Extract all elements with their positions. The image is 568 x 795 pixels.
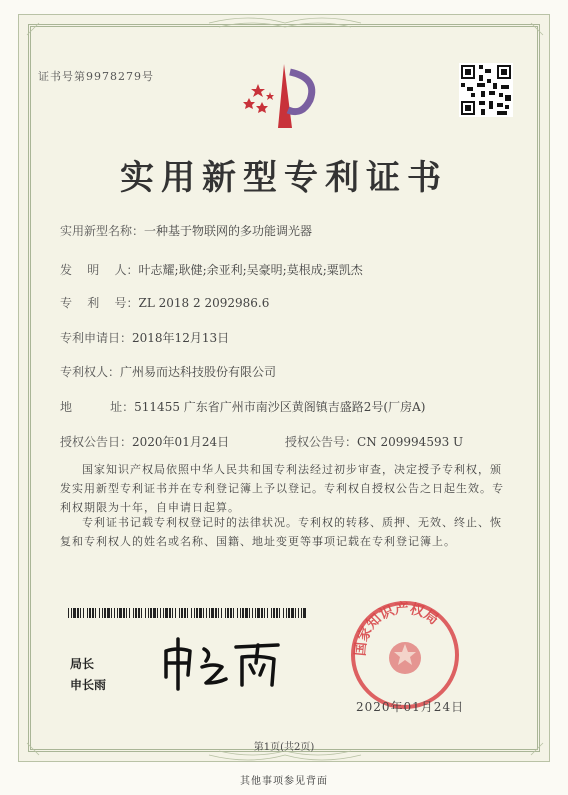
patentee-value: 广州易而达科技股份有限公司 bbox=[120, 365, 277, 379]
filing-date-value: 2018年12月13日 bbox=[132, 331, 230, 345]
patent-number-value: ZL 2018 2 2092986.6 bbox=[138, 296, 270, 310]
address-value: 511455 广东省广州市南沙区黄阁镇吉盛路2号(厂房A) bbox=[134, 400, 426, 414]
seal-date: 2020年01月24日 bbox=[356, 700, 465, 714]
utility-model-name-label: 实用新型名称： bbox=[60, 224, 145, 238]
cnipa-logo-icon bbox=[240, 58, 320, 138]
qr-code bbox=[459, 63, 513, 117]
official-red-seal bbox=[350, 600, 460, 710]
address bbox=[60, 398, 425, 415]
grant-publication-number-value: CN 209994593 U bbox=[357, 435, 464, 449]
inventors-value: 叶志耀;耿健;余亚利;吴豪明;莫根成;粟凯杰 bbox=[138, 263, 363, 277]
inventors-label: 发 明 人： bbox=[60, 263, 139, 277]
grant-publication-number bbox=[285, 433, 463, 450]
address-label: 地 址： bbox=[60, 400, 135, 414]
grant-date-label: 授权公告日： bbox=[60, 435, 133, 449]
barcode bbox=[68, 608, 308, 618]
director-title: 局长 bbox=[70, 657, 95, 671]
page-number: 第1页(共2页) bbox=[253, 742, 315, 753]
patentee bbox=[60, 363, 276, 380]
inventors bbox=[60, 261, 363, 278]
filing-date-label: 专利申请日： bbox=[60, 331, 133, 345]
footer-note: 其他事项参见背面 bbox=[240, 776, 328, 787]
filing-date bbox=[60, 329, 229, 346]
utility-model-name-value: 一种基于物联网的多功能调光器 bbox=[144, 224, 313, 238]
director-signature bbox=[160, 633, 290, 693]
grant-publication-number-label: 授权公告号： bbox=[285, 435, 358, 449]
certificate-number: 证书号第9978279号 bbox=[38, 70, 154, 83]
grant-statement-paragraph: 国家知识产权局依照中华人民共和国专利法经过初步审查，决定授予专利权，颁发实用新型专利证书并在专利登记簿上予以登记。专利权自授权公告之日起生效。专利权期限为十年，自申请日起算。 bbox=[60, 463, 504, 514]
director-name: 申长雨 bbox=[70, 678, 107, 692]
legal-status-paragraph: 专利证书记载专利权登记时的法律状况。专利权的转移、质押、无效、终止、恢复和专利权人的姓名或名称、国籍、地址变更等事项记载在专利登记簿上。 bbox=[60, 516, 502, 548]
patent-number bbox=[60, 294, 269, 311]
grant-date-value: 2020年01月24日 bbox=[132, 435, 230, 449]
utility-model-name bbox=[60, 222, 312, 239]
grant-date bbox=[60, 433, 229, 450]
certificate-title: 实用新型专利证书 bbox=[120, 158, 448, 198]
patentee-label: 专利权人： bbox=[60, 365, 121, 379]
seal-text: 国家知识产权局 bbox=[352, 600, 442, 657]
patent-number-label: 专 利 号： bbox=[60, 296, 139, 310]
